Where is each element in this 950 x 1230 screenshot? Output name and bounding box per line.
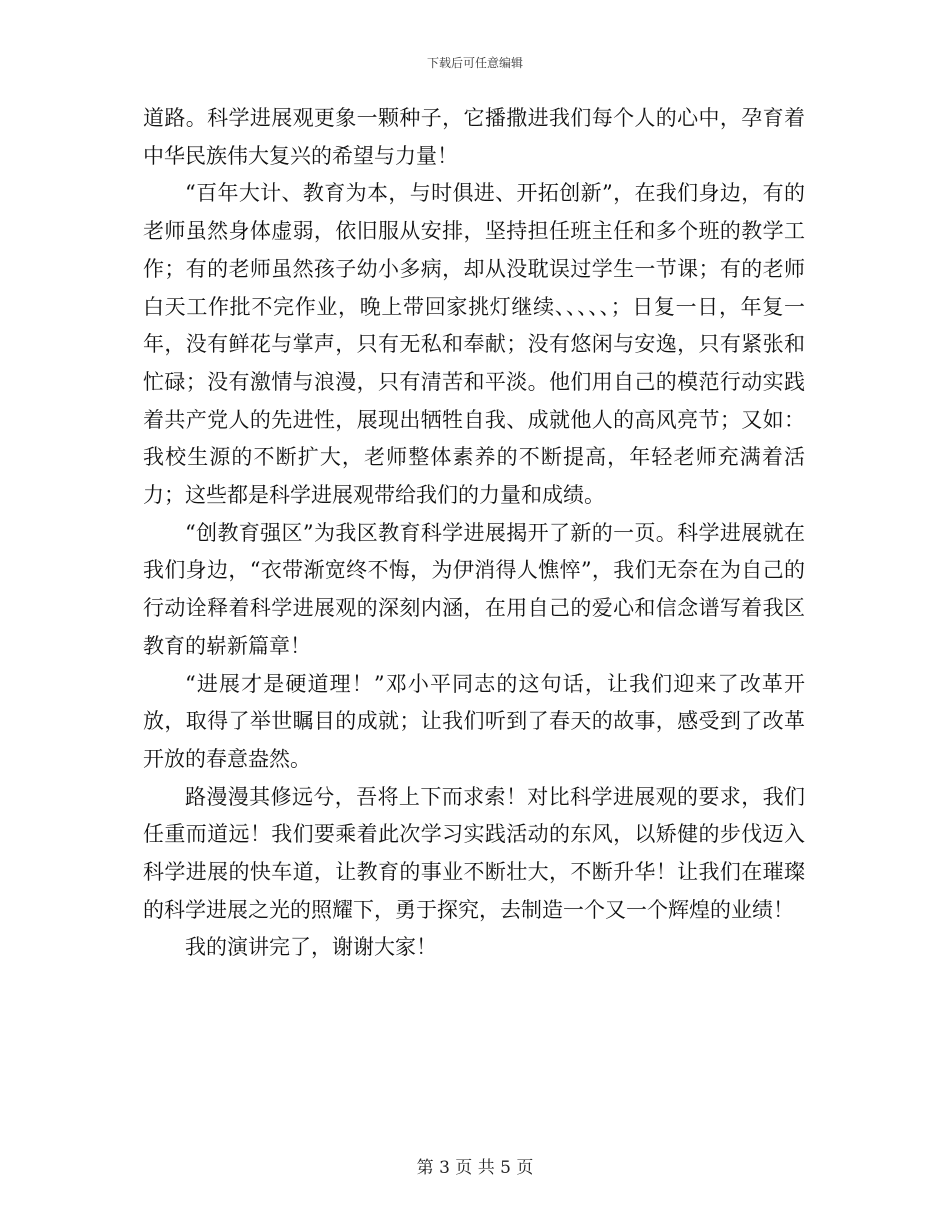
page-number-footer: 第 3 页 共 5 页	[416, 1158, 534, 1178]
paragraph: 道路。科学进展观更象一颗种子，它播撒进我们每个人的心中，孕育着中华民族伟大复兴的希望与力量！	[143, 106, 805, 168]
paragraph: “百年大计、教育为本，与时俱进、开拓创新”，在我们身边，有的老师虽然身体虚弱，依旧服从安排，坚持担任班主任和多个班的教学工作；有的老师虽然孩子幼小多病，却从没耽误过学生一节课；有的老师白天工作批不完作业，晚上带回家挑灯继续、、、、、；日复一日，年复一年，没有鲜花与掌声，只有无私和奉献；没有悠闲与安逸，只有紧张和忙碌；没有激情与浪漫，只有清苦和平淡。他们用自己的模范行动实践着共产党人的先进性，展现出牺牲自我、成就他人的高风亮节；又如：我校生源的不断扩大，老师整体素养的不断提高，年轻老师充满着活力；这些都是科学进展观带给我们的力量和成绩。	[143, 181, 805, 508]
paragraph: “创教育强区”为我区教育科学进展揭开了新的一页。科学进展就在我们身边，“衣带渐宽终不悔，为伊消得人憔悴”，我们无奈在为自己的行动诠释着科学进展观的深刻内涵，在用自己的爱心和信念谱写着我区教育的崭新篇章！	[143, 520, 805, 658]
paragraph: “进展才是硬道理！”邓小平同志的这句话，让我们迎来了改革开放，取得了举世瞩目的成就；让我们听到了春天的故事，感受到了改革开放的春意盎然。	[143, 671, 805, 771]
body-text	[143, 100, 805, 967]
page-header: 下载后可任意编辑	[426, 56, 523, 70]
paragraph: 路漫漫其修远兮，吾将上下而求索！对比科学进展观的要求，我们任重而道远！我们要乘着此次学习实践活动的东风，以矫健的步伐迈入科学进展的快车道，让教育的事业不断壮大，不断升华！让我们在璀璨的科学进展之光的照耀下，勇于探究，去制造一个又一个辉煌的业绩！	[143, 784, 805, 922]
paragraph: 我的演讲完了，谢谢大家！	[185, 935, 437, 960]
